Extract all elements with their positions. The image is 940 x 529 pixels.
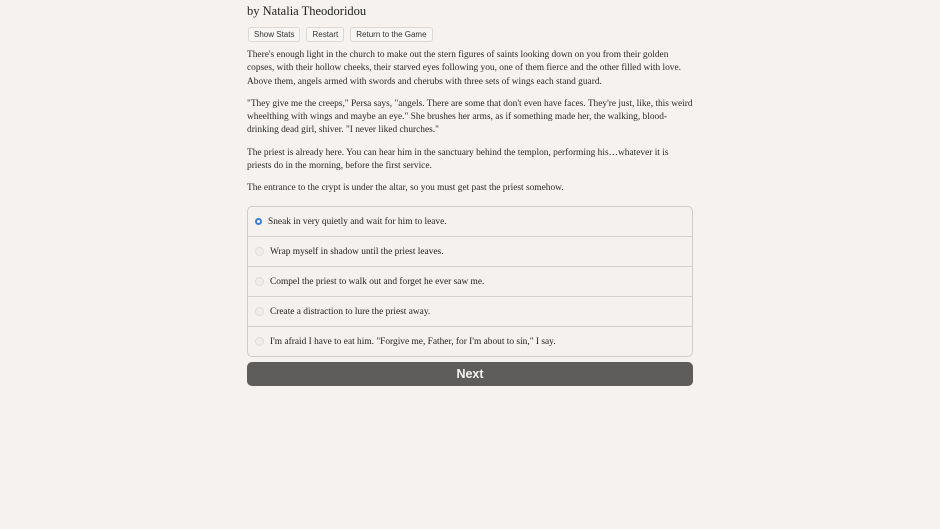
choice-option[interactable] <box>248 207 692 236</box>
next-button[interactable]: Next <box>247 362 693 386</box>
author-byline: by Natalia Theodoridou <box>247 4 367 18</box>
choice-label: Wrap myself in shadow until the priest leaves. <box>270 246 444 257</box>
radio-icon[interactable] <box>255 307 264 316</box>
choice-option[interactable] <box>248 326 692 356</box>
show-stats-button[interactable]: Show Stats <box>248 27 300 42</box>
return-to-game-button[interactable]: Return to the Game <box>350 27 432 42</box>
choice-label: Compel the priest to walk out and forget he ever saw me. <box>270 276 485 287</box>
radio-icon[interactable] <box>255 247 264 256</box>
choice-option[interactable] <box>248 266 692 296</box>
choice-label: I'm afraid I have to eat him. "Forgive me, Father, for I'm about to sin," I say. <box>270 336 556 347</box>
story-text <box>247 49 693 205</box>
restart-button[interactable]: Restart <box>306 27 344 42</box>
story-paragraph: There's enough light in the church to make out the stern figures of saints looking down on you from their golden copses, with their hollow cheeks, their starved eyes following you, one of them fierce and the other filled with love. Above them, angels armed with swords and cherubs with three sets of wings each stand guard. <box>247 50 681 87</box>
choice-label: Sneak in very quietly and wait for him to leave. <box>268 216 447 227</box>
choice-list <box>247 206 693 357</box>
radio-icon[interactable] <box>255 337 264 346</box>
story-paragraph: The priest is already here. You can hear him in the sanctuary behind the templon, performing his…whatever it is priests do in the morning, before the first service. <box>247 147 669 172</box>
choice-label: Create a distraction to lure the priest away. <box>270 306 431 317</box>
choice-option[interactable] <box>248 296 692 326</box>
choice-option[interactable] <box>248 236 692 266</box>
radio-selected-icon[interactable] <box>255 218 262 225</box>
toolbar <box>248 27 433 42</box>
story-paragraph: The entrance to the crypt is under the altar, so you must get past the priest somehow. <box>247 183 564 194</box>
radio-icon[interactable] <box>255 277 264 286</box>
story-paragraph: "They give me the creeps," Persa says, "angels. There are some that don't even have faces. They're just, like, this weird wheelthing with wings and maybe an eye." She brushes her arms, as if something made her, the walking, blood-drinking dead girl, shiver. "I never liked churches." <box>247 98 693 136</box>
